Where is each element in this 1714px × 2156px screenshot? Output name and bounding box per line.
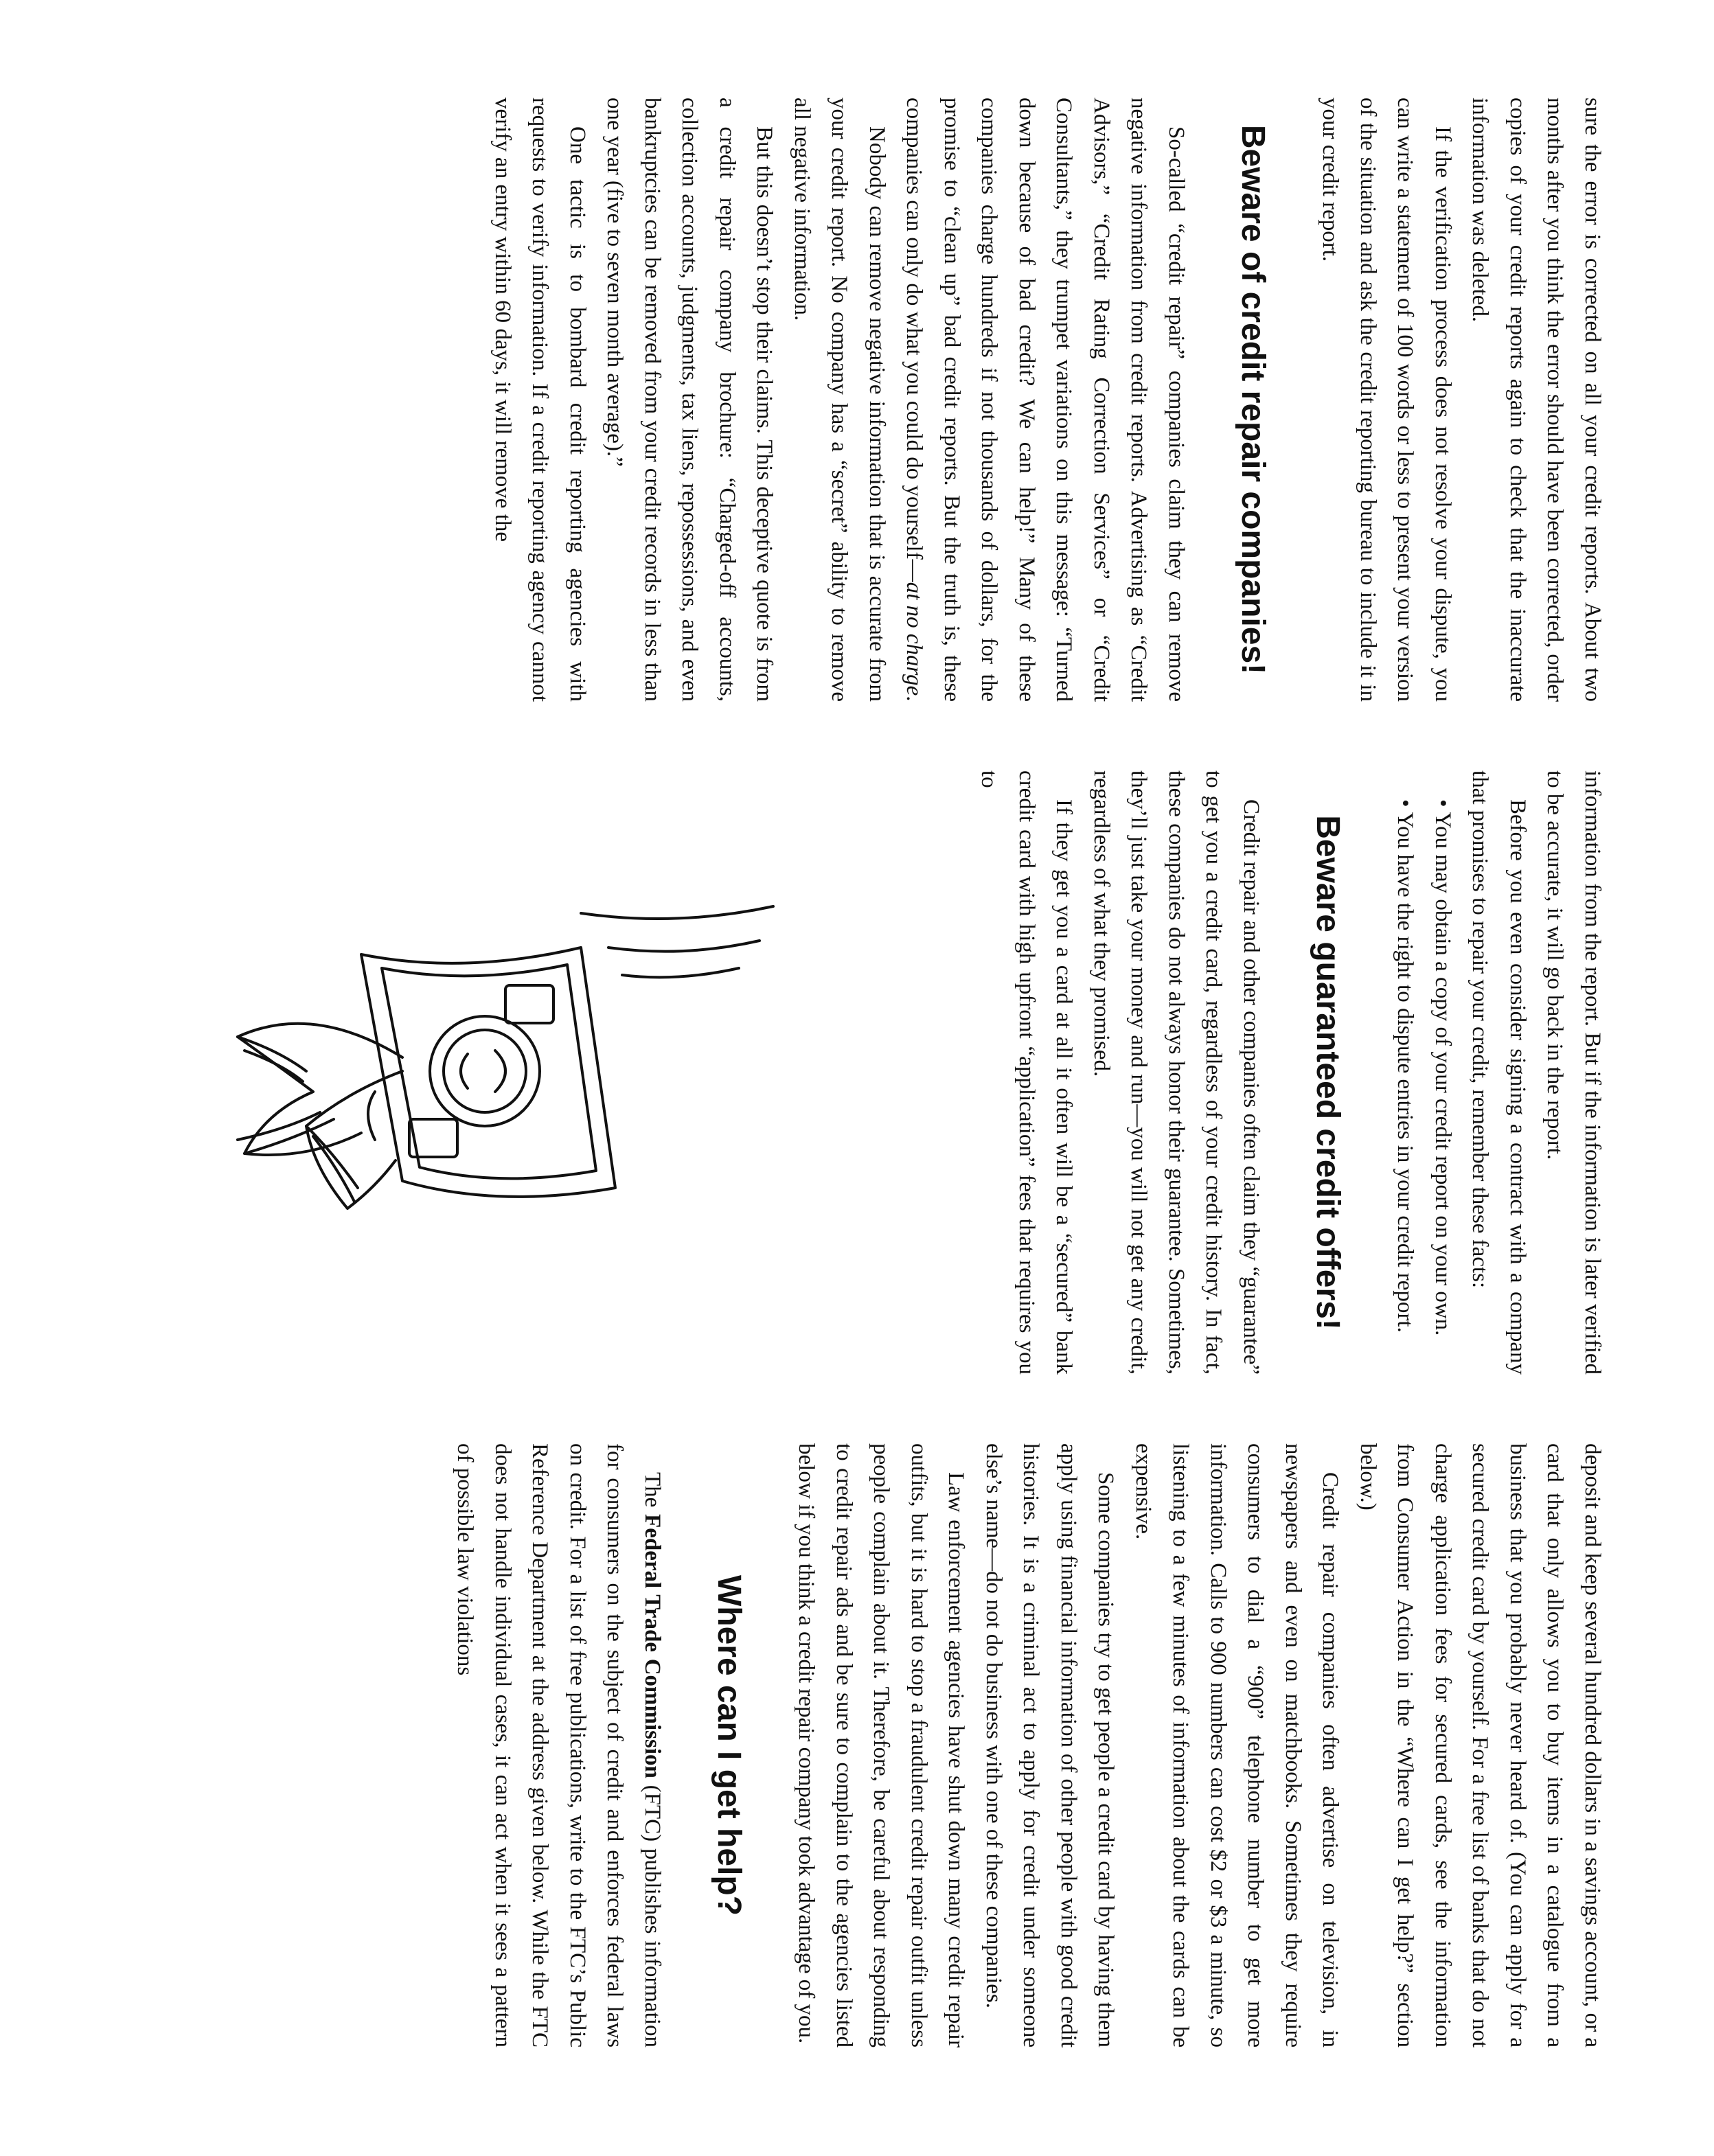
heading-beware-credit-repair: Beware of credit repair companies! <box>1235 124 1271 675</box>
bullet-right-dispute: • You have the right to dispute entries in your credit report. <box>1393 799 1418 1333</box>
column-right <box>446 1443 1611 2048</box>
ftc-name: Federal Trade Commission <box>640 1514 665 1778</box>
paragraph-information-report: information from the report. But if the information is later verified to be accurate, it will go back in the report. <box>1542 770 1605 1375</box>
column-middle <box>970 770 1611 1375</box>
column-left <box>484 98 1612 702</box>
paragraph-some-companies: Some companies try to get people a credit card by having them apply using financial information of other people with good credit histories. It is a criminal act to apply for credit under someone else’s name—do not do business with one of these companies. <box>981 1443 1119 2048</box>
paragraph-nobody: Nobody can remove negative information that is accurate from your credit report. No company has a “secret” ability to remove all negative information. <box>790 98 889 702</box>
paragraph-if-they-get: If they get you a card at all it often will be a “secured” bank credit card with high upfront “application” fees that requires you to <box>976 770 1077 1375</box>
heading-where-help: Where can I get help? <box>711 1574 747 1916</box>
paragraph-one-tactic: One tactic is to bombard credit reporting agencies with requests to verify information. If a credit reporting agency cannot verify an entry within 60 days, it will remove the <box>490 98 590 702</box>
heading-beware-guaranteed: Beware guaranteed credit offers! <box>1310 815 1346 1330</box>
paragraph-law-enforcement: Law enforcement agencies have shut down many credit repair outfits, but it is hard to stop a fraudulent credit repair outfit unless people complain about it. Therefore, be careful about responding to credit repair ads and be sure to complain to the agencies listed below if you think a credit repair company took advantage of you. <box>794 1443 969 2048</box>
paragraph-statement: If the verification process does not resolve your dispute, you can write a statement of 100 words or less to present your version of the situation and ask the credit reporting bureau to include it in your credit report. <box>1318 98 1455 702</box>
emphasis-no-charge: at no charge <box>902 582 927 696</box>
paragraph-but-this: But this doesn’t stop their claims. This deceptive quote is from a credit repair company brochure: “Charged-off accounts, collection accounts, judgments, tax liens, repossessions, and even bankruptcies can be removed from your credit records in less than one year (five to seven month average).” <box>602 98 777 702</box>
paragraph-error-corrected: sure the error is corrected on all your credit reports. About two months after you think the error should have been corrected, order copies of your credit reports again to check that the inaccurate information was deleted. <box>1467 98 1605 702</box>
paragraph-credit-repair-offers: Credit repair and other companies often claim they “guarantee” to get you a credit card, regardless of your credit history. In fact, these companies do not always honor their guarantee. Sometimes, they’ll just take your money and run—you will not get any credit, regardless of what they promised. <box>1089 770 1264 1375</box>
paragraph-advertise: Credit repair companies often advertise on television, in newspapers and even on matchbooks. Sometimes they require consumers to dial a “900” telephone number to get more information. Calls to 900 numbers can cost $2 or $3 a minute, so listening to a few minutes of information about the cards can be expensive. <box>1131 1443 1343 2048</box>
paragraph-deposit: deposit and keep several hundred dollars in a savings account, or a card that only allows you to buy items in a catalogue from a business that you probably never heard of. (You can apply for a secured credit card by yourself. For a free list of banks that do not charge application fees for secured cards, see the information from Consumer Action in the “Where can I get help?” section below.) <box>1356 1443 1605 2048</box>
money-with-wings-illustration <box>224 865 787 1250</box>
bullet-obtain-copy: • You may obtain a copy of your credit report on your own. <box>1430 799 1455 1336</box>
paragraph-so-called: So-called “credit repair” companies claim they can remove negative information from credit reports. Advertising as “Credit Advisors,” “Credit Rating Correction Services” or “Credit Consultants,” they trumpet variations on this message: “Turned down because of bad credit? We can help!” Many of these companies charge hundreds if not thousands of dollars, for the promise to “clean up” bad credit reports. But the truth is, these companies can only do what you could do yourself—at no charge. <box>902 98 1189 702</box>
paragraph-before-you: Before you even consider signing a contract with a company that promises to repair your credit, remember these facts: <box>1467 770 1530 1375</box>
paragraph-ftc: The Federal Trade Commission (FTC) publishes information for consumers on the subject of credit and enforces federal laws on credit. For a list of free publications, write to the FTC’s Public Reference Department at the address given below. While the FTC does not handle individual cases, it can act when it sees a pattern of possible law violations <box>453 1443 665 2048</box>
